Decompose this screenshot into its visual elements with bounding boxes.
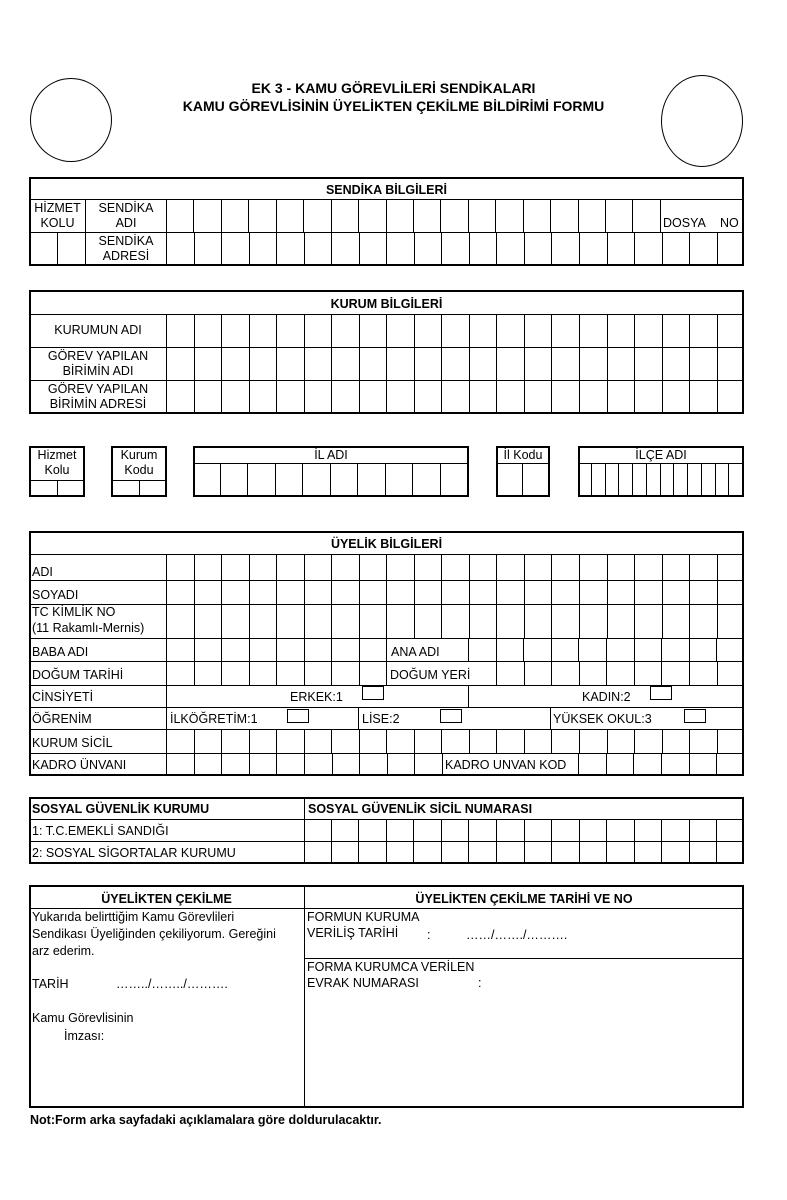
kadin-checkbox[interactable]	[650, 686, 672, 700]
ogrenim-label: ÖĞRENİM	[32, 712, 92, 726]
adi-boxes[interactable]	[166, 554, 744, 638]
evrak-colon: :	[478, 976, 482, 990]
kurum-adi-label: KURUMUN ADI	[54, 323, 142, 337]
cekilme-text-3: arz ederim.	[32, 944, 95, 958]
sicil-numarasi-boxes[interactable]	[304, 819, 744, 863]
lise-label: LİSE:2	[362, 712, 400, 726]
kurum-heading: KURUM BİLGİLERİ	[330, 297, 443, 311]
ilce-adi-boxes[interactable]	[578, 463, 742, 496]
form-title-line1: EK 3 - KAMU GÖREVLİLERİ SENDİKALARI	[251, 80, 536, 96]
birim-adi-label-2: BİRİMİN ADI	[62, 364, 134, 378]
kurum-adi-boxes[interactable]	[166, 314, 744, 413]
evrak-label-2: EVRAK NUMARASI	[307, 976, 419, 990]
hizmet-kolu-label: HİZMET	[34, 201, 81, 215]
cekilme-text-1: Yukarıda belirttiğim Kamu Görevlileri	[32, 910, 235, 924]
kurum-box-label-2: Kodu	[124, 463, 154, 477]
sendika-adi-boxes[interactable]	[166, 199, 660, 232]
il-adi-label: İL ADI	[314, 448, 348, 462]
sendika-adi-label-2: ADI	[115, 216, 137, 230]
yuksek-okul-checkbox[interactable]	[684, 709, 706, 723]
verilis-label-1: FORMUN KURUMA	[307, 910, 420, 924]
erkek-label: ERKEK:1	[290, 690, 343, 704]
kurum-sicil-label: KURUM SİCİL	[32, 736, 113, 750]
sosyal-heading-left: SOSYAL GÜVENLİK KURUMU	[32, 802, 210, 816]
kadro-unvan-kod-label: KADRO UNVAN KOD	[445, 758, 567, 772]
emekli-sandigi-option: 1: T.C.EMEKLİ SANDIĞI	[32, 824, 169, 838]
tc-kimlik-sub-label: (11 Rakamlı-Mernis)	[32, 621, 145, 635]
yuksek-okul-label: YÜKSEK OKUL:3	[553, 712, 652, 726]
sendika-adres-label: SENDİKA	[98, 234, 154, 248]
erkek-checkbox[interactable]	[362, 686, 384, 700]
il-kodu-label: İl Kodu	[503, 448, 543, 462]
kamu-gorevlisi-label: Kamu Görevlisinin	[32, 1011, 134, 1025]
kadro-unvani-label: KADRO ÜNVANI	[32, 758, 127, 772]
ana-adi-label: ANA ADI	[391, 645, 440, 659]
birim-adres-label-2: BİRİMİN ADRESİ	[49, 397, 147, 411]
tc-kimlik-label: TC KİMLİK NO	[32, 605, 116, 619]
cekilme-heading-right: ÜYELİKTEN ÇEKİLME TARİHİ VE NO	[415, 892, 633, 906]
cekilme-heading-left: ÜYELİKTEN ÇEKİLME	[101, 892, 232, 906]
hizmet-box-label-2: Kolu	[44, 463, 70, 477]
ilkogretim-checkbox[interactable]	[287, 709, 309, 723]
kadro-kod-boxes[interactable]	[578, 753, 744, 775]
kurum-sicil-boxes[interactable]	[166, 729, 744, 753]
dogum-yeri-label: DOĞUM YERİ	[390, 668, 471, 682]
sendika-adi-label: SENDİKA	[98, 201, 154, 215]
dogum-yeri-boxes[interactable]	[496, 661, 744, 685]
dosya-no-label: NO	[720, 216, 739, 230]
ana-adi-boxes[interactable]	[468, 638, 744, 661]
tarih-field[interactable]: ……../……../……….	[116, 977, 228, 991]
ilkogretim-label: İLKÖĞRETİM:1	[170, 712, 258, 726]
photo-circle-right	[661, 75, 743, 167]
verilis-colon: :	[427, 928, 431, 942]
hizmet-box-label: Hizmet	[37, 448, 77, 462]
dogum-tarihi-label: DOĞUM TARİHİ	[32, 668, 124, 682]
verilis-label-2: VERİLİŞ TARİHİ	[307, 926, 399, 940]
kadro-unvani-boxes[interactable]	[166, 753, 442, 775]
cekilme-text-2: Sendikası Üyeliğinden çekiliyorum. Gereğini	[32, 927, 276, 941]
sendika-adres-label-2: ADRESİ	[102, 249, 150, 263]
lise-checkbox[interactable]	[440, 709, 462, 723]
footer-note: Not:Form arka sayfadaki açıklamalara göre doldurulacaktır.	[30, 1113, 382, 1127]
baba-adi-label: BABA ADI	[32, 645, 89, 659]
soyadi-label: SOYADI	[32, 588, 79, 602]
birim-adi-label: GÖREV YAPILAN	[47, 349, 149, 363]
cinsiyet-label: CİNSİYETİ	[32, 690, 94, 704]
sendika-adres-boxes[interactable]	[166, 232, 744, 265]
hizmet-kolu-label-2: KOLU	[40, 216, 75, 230]
baba-adi-boxes[interactable]	[166, 638, 386, 685]
ilce-adi-label: İLÇE ADI	[635, 448, 687, 462]
birim-adres-label: GÖREV YAPILAN	[47, 382, 149, 396]
adi-label: ADI	[32, 565, 53, 579]
imza-label: İmzası:	[64, 1029, 105, 1043]
tarih-label: TARİH	[32, 977, 69, 991]
uyelik-heading: ÜYELİK BİLGİLERİ	[330, 537, 443, 551]
il-adi-boxes[interactable]	[193, 463, 467, 496]
dosya-label: DOSYA	[663, 216, 706, 230]
sosyal-heading-right: SOSYAL GÜVENLİK SİCİL NUMARASI	[308, 802, 533, 816]
photo-circle-left	[30, 78, 112, 162]
kadin-label: KADIN:2	[582, 690, 631, 704]
ssk-option: 2: SOSYAL SİGORTALAR KURUMU	[32, 846, 236, 860]
evrak-label-1: FORMA KURUMCA VERİLEN	[307, 960, 475, 974]
sendika-heading: SENDİKA BİLGİLERİ	[325, 183, 448, 197]
verilis-tarihi-field[interactable]: ……/……./……….	[466, 928, 568, 942]
kurum-box-label: Kurum	[120, 448, 158, 462]
form-title-line2: KAMU GÖREVLİSİNİN ÜYELİKTEN ÇEKİLME BİLDİRİMİ FORMU	[182, 98, 605, 114]
